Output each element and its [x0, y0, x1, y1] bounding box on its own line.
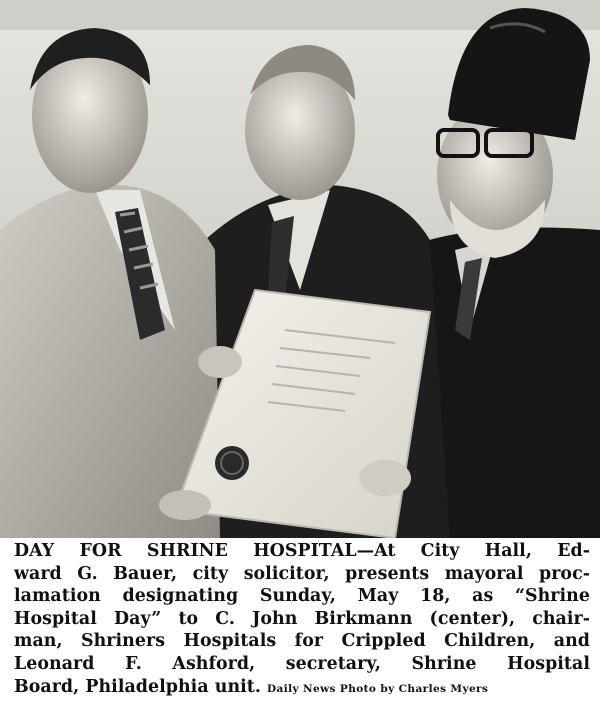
caption-line-4: Hospital Day” to C. John Birkmann (center), chair-	[14, 608, 590, 629]
caption-line-1	[14, 540, 590, 563]
photo-credit: Daily News Photo by Charles Myers	[267, 682, 489, 695]
hand-lower	[159, 490, 211, 520]
caption-headline: DAY FOR SHRINE HOSPITAL	[14, 541, 357, 561]
photo-caption	[14, 540, 590, 718]
caption-line-3: lamation designating Sunday, May 18, as “Shrine	[14, 586, 590, 607]
caption-line-5: man, Shriners Hospitals for Crippled Children, and	[14, 631, 590, 652]
caption-line-7	[14, 676, 590, 701]
caption-text: Board, Philadelphia unit.	[14, 676, 261, 697]
hand-left	[198, 346, 242, 378]
caption-line-6: Leonard F. Ashford, secretary, Shrine Hospital	[14, 653, 590, 674]
caption-line-2: ward G. Bauer, city solicitor, presents mayoral proc-	[14, 563, 590, 584]
hand-right	[359, 460, 411, 496]
caption-text: —At City Hall, Ed-	[356, 541, 590, 561]
